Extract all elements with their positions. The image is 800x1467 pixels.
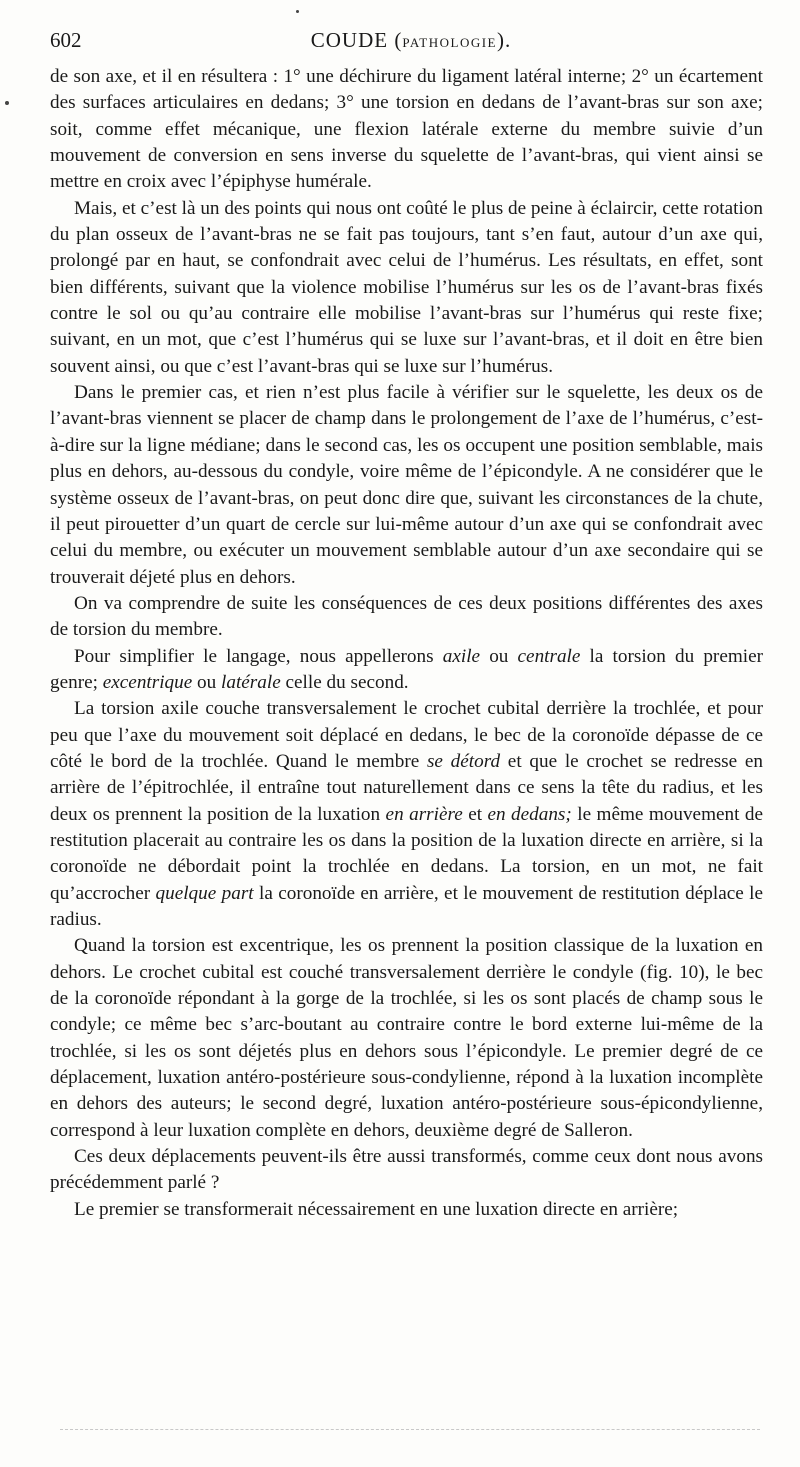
page-header bbox=[50, 28, 772, 58]
text-run: Ces deux déplacements peuvent-ils être aussi transformés, comme ceux dont nous avons précédemment parlé ? bbox=[50, 1146, 763, 1194]
running-head-subtitle: PATHOLOGIE bbox=[402, 35, 498, 50]
paragraph bbox=[50, 1197, 763, 1223]
text-run: et que le crochet se redresse en arrière de l’épitrochlée, il entraîne tout naturellement dans ce sens la tête du radius, et les deux os prennent la position de la luxation bbox=[50, 750, 763, 825]
print-speck bbox=[5, 101, 9, 105]
print-speck bbox=[296, 10, 299, 13]
italic-term: quelque part bbox=[155, 882, 254, 904]
italic-term: axile bbox=[442, 645, 481, 667]
text-run: et bbox=[462, 803, 488, 825]
paragraph bbox=[50, 64, 763, 196]
page-number: 602 bbox=[50, 28, 82, 52]
text-run: la torsion du premier genre; bbox=[50, 645, 763, 693]
paragraph bbox=[50, 644, 763, 697]
text-run: ou bbox=[480, 645, 518, 667]
text-run: la coronoïde en arrière, et le mouvement de restitution déplace le radius. bbox=[50, 882, 763, 930]
italic-term: centrale bbox=[517, 645, 581, 667]
running-head-title: COUDE ( bbox=[310, 28, 403, 52]
paragraph bbox=[50, 196, 763, 380]
text-run: celle du second. bbox=[280, 671, 409, 693]
text-run: Quand la torsion est excentrique, les os prennent la position classique de la luxation en dehors. Le crochet cubital est couché transversalement derrière le condyle (fig. 10), le bec de la coronoïde répondant à la gorge de la trochlée, si les os sont placés de champ sous le condyle; ce même bec s’arc-boutant au contraire contre le bord externe lui-même de la trochlée, si les os sont déjetés plus en dehors sous l’épicondyle. Le premier degré de ce déplacement, luxation antéro-postérieure sous-condylienne, répond à la luxation incomplète en dehors des auteurs; le second degré, luxation antéro-postérieure sous-épicondylienne, correspond à leur luxation complète en dehors, deuxième degré de Salleron. bbox=[50, 935, 763, 1141]
paragraph bbox=[50, 1144, 763, 1197]
bottom-rule bbox=[60, 1429, 760, 1430]
italic-term: excentrique bbox=[102, 671, 193, 693]
paragraph bbox=[50, 696, 763, 933]
text-run: de son axe, et il en résultera : 1° une déchirure du ligament latéral interne; 2° un écartement des surfaces articulaires en dedans; 3° une torsion en dedans de l’avant-bras sur son axe; soit, comme effet mécanique, une flexion latérale externe du membre suivie d’un mouvement de conversion en sens inverse du squelette de l’avant-bras, qui vient ainsi se mettre en croix avec l’épiphyse humérale. bbox=[50, 66, 763, 193]
italic-term: en arrière bbox=[385, 803, 463, 825]
paragraph bbox=[50, 380, 763, 591]
text-run: La torsion axile couche transversalement le crochet cubital derrière la trochlée, et pour peu que l’axe du mouvement soit déplacé en dedans, le bec de la coronoïde dépasse de ce côté le bord de la trochlée. Quand le membre bbox=[50, 698, 763, 772]
text-run: Mais, et c’est là un des points qui nous ont coûté le plus de peine à éclaircir, cette rotation du plan osseux de l’avant-bras ne se fait pas toujours, tant s’en faut, autour d’un axe qui, prolongé par en haut, se confondrait avec celui de l’humérus. Les résultats, en effet, sont bien différents, suivant que la violence mobilise l’humérus sur les os de l’avant-bras fixés contre le sol ou qu’au contraire elle mobilise l’avant-bras sur l’humérus qui reste fixe; suivant, en un mot, que c’est l’humérus qui se luxe sur l’avant-bras, et il doit en être bien souvent ainsi, ou que c’est l’avant-bras qui se luxe sur l’humérus. bbox=[50, 197, 763, 377]
running-head bbox=[50, 28, 772, 53]
text-run: le même mouvement de restitution placerait au contraire les os dans la position de la luxation directe en arrière, si la coronoïde ne débordait point la trochlée en dedans. La torsion, en un mot, ne fait qu’accrocher bbox=[50, 803, 763, 904]
paragraph bbox=[50, 933, 763, 1144]
italic-term: en dedans; bbox=[487, 803, 572, 825]
text-run: Dans le premier cas, et rien n’est plus facile à vérifier sur le squelette, les deux os de l’avant-bras viennent se placer de champ dans le prolongement de l’axe de l’humérus, c’est-à-dire sur la ligne médiane; dans le second cas, les os occupent une position semblable, mais plus en dehors, au-dessous du condyle, voire même de l’épicondyle. A ne considérer que le système osseux de l’avant-bras, on peut donc dire que, suivant les circonstances de la chute, il peut pirouetter d’un quart de cercle sur lui-même autour d’un axe qui se confondrait avec celui du membre, ou exécuter un mouvement semblable autour d’un axe secondaire qui se trouverait déjeté plus en dehors. bbox=[50, 382, 763, 588]
italic-term: se détord bbox=[426, 750, 501, 772]
text-run: ou bbox=[192, 671, 222, 693]
paragraph bbox=[50, 591, 763, 644]
text-run: On va comprendre de suite les conséquences de ces deux positions différentes des axes de torsion du membre. bbox=[50, 592, 763, 641]
running-head-end: ). bbox=[497, 28, 512, 52]
text-run: Pour simplifier le langage, nous appellerons bbox=[74, 645, 443, 667]
italic-term: latérale bbox=[221, 671, 281, 693]
text-run: Le premier se transformerait nécessairement en une luxation directe en arrière; bbox=[74, 1198, 679, 1220]
body-text bbox=[50, 64, 763, 1223]
